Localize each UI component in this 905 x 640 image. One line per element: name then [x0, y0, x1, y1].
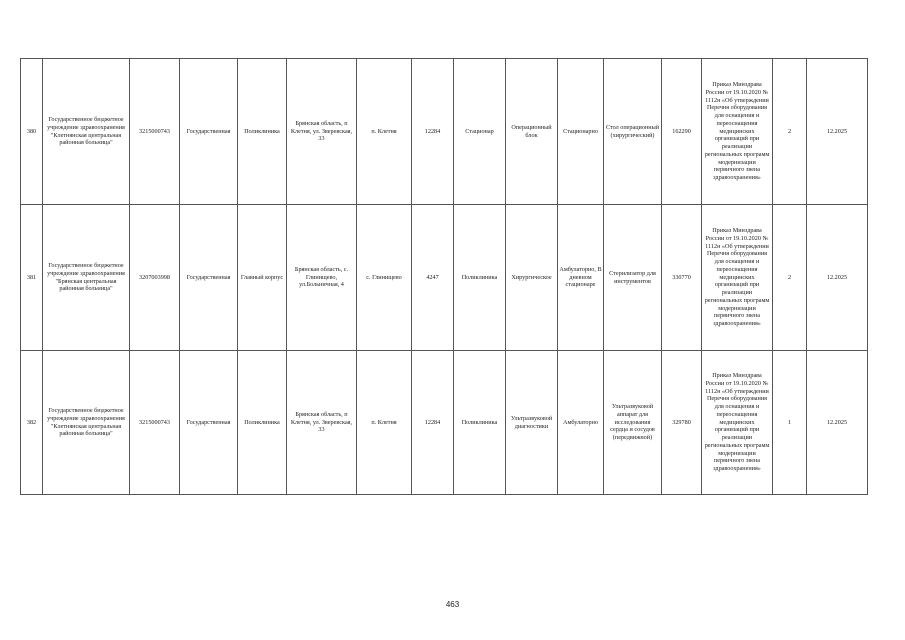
department-cell: Ультразвуковой диагностики: [506, 351, 558, 495]
quantity-cell: 2: [773, 205, 807, 351]
order-cell: Приказ Минздрава России от 19.10.2020 № 1112н «Об утверждении Перечня оборудования для оснащения и переоснащения медицинских организаций при реализации региональных программ модернизации первичного звена здравоохранения»: [702, 59, 773, 205]
population-cell: 4247: [412, 205, 454, 351]
quantity-cell: 1: [773, 351, 807, 495]
equipment-code-cell: 162290: [662, 59, 702, 205]
table-row: [21, 205, 868, 351]
inn-cell: 3215000743: [130, 351, 180, 495]
locality-cell: п. Клетня: [357, 351, 412, 495]
order-cell: Приказ Минздрава России от 19.10.2020 № 1112н «Об утверждении Перечня оборудования для оснащения и переоснащения медицинских организаций при реализации региональных программ модернизации первичного звена здравоохранения»: [702, 351, 773, 495]
date-cell: 12.2025: [807, 205, 868, 351]
condition-cell: Амбулаторно: [558, 351, 604, 495]
organization-cell: Государственное бюджетное учреждение здравоохранения "Брянская центральная районная больница": [43, 205, 130, 351]
equipment-cell: Ультразвуковой аппарат для исследования сердца и сосудов (передвижной): [604, 351, 662, 495]
equipment-cell: Стерилизатор для инструментов: [604, 205, 662, 351]
address-cell: Брянская область, п Клетня, ул. Зверевская, 33: [287, 59, 357, 205]
ownership-cell: Государственная: [180, 205, 238, 351]
date-cell: 12.2025: [807, 59, 868, 205]
equipment-table: [20, 58, 868, 495]
condition-cell: Стационарно: [558, 59, 604, 205]
page-number: 463: [445, 600, 460, 609]
quantity-cell: 2: [773, 59, 807, 205]
date-cell: 12.2025: [807, 351, 868, 495]
inn-cell: 3207003998: [130, 205, 180, 351]
address-cell: Брянская область, п Клетня, ул. Зверевская, 33: [287, 351, 357, 495]
equipment-code-cell: 330770: [662, 205, 702, 351]
condition-cell: Амбулаторно, В дневном стационаре: [558, 205, 604, 351]
ownership-cell: Государственная: [180, 59, 238, 205]
order-cell: Приказ Минздрава России от 19.10.2020 № 1112н «Об утверждении Перечня оборудования для оснащения и переоснащения медицинских организаций при реализации региональных программ модернизации первичного звена здравоохранения»: [702, 205, 773, 351]
organization-cell: Государственное бюджетное учреждение здравоохранения "Клетнянская центральная районная больница": [43, 59, 130, 205]
care-type-cell: Стационар: [454, 59, 506, 205]
population-cell: 12284: [412, 351, 454, 495]
organization-cell: Государственное бюджетное учреждение здравоохранения "Клетнянская центральная районная больница": [43, 351, 130, 495]
ownership-cell: Государственная: [180, 351, 238, 495]
inn-cell: 3215000743: [130, 59, 180, 205]
population-cell: 12284: [412, 59, 454, 205]
address-cell: Брянская область, с. Глинищево, ул.Больничная, 4: [287, 205, 357, 351]
row-number-cell: 380: [21, 59, 43, 205]
row-number-cell: 382: [21, 351, 43, 495]
locality-cell: п. Клетня: [357, 59, 412, 205]
department-cell: Операционный блок: [506, 59, 558, 205]
department-cell: Хирургическое: [506, 205, 558, 351]
care-type-cell: Поликлиника: [454, 351, 506, 495]
care-type-cell: Поликлиника: [454, 205, 506, 351]
equipment-code-cell: 329780: [662, 351, 702, 495]
equipment-cell: Стол операционный (хирургический): [604, 59, 662, 205]
table-row: [21, 351, 868, 495]
unit-cell: Поликлиника: [238, 351, 287, 495]
unit-cell: Главный корпус: [238, 205, 287, 351]
unit-cell: Поликлиника: [238, 59, 287, 205]
table-row: [21, 59, 868, 205]
locality-cell: с. Глинищево: [357, 205, 412, 351]
row-number-cell: 381: [21, 205, 43, 351]
